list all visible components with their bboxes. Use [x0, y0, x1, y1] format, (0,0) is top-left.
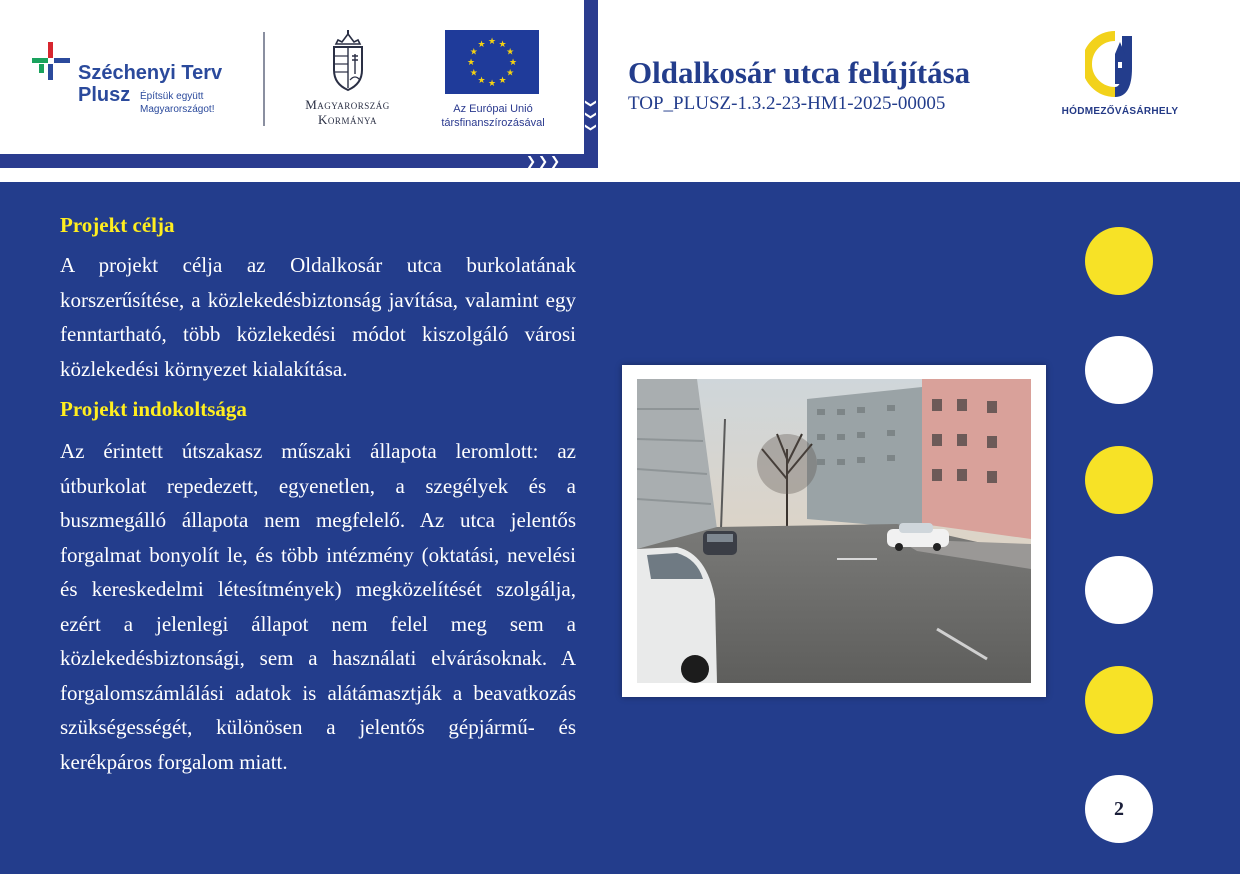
- section-heading-goal: Projekt célja: [60, 213, 175, 237]
- chevron-right-icon: ❯: [526, 154, 537, 168]
- chevron-right-icon: ❯: [538, 154, 549, 168]
- szechenyi-title: Széchenyi Terv: [78, 62, 223, 84]
- szechenyi-cross-icon: [30, 40, 76, 86]
- street-photo-frame: [622, 365, 1046, 697]
- eu-star-icon: ★: [469, 46, 478, 57]
- slogan-line: Magyarországot!: [140, 104, 215, 115]
- section-heading-justification: Projekt indokoltsága: [60, 397, 247, 421]
- eu-star-icon: ★: [506, 46, 515, 57]
- decorative-white-dot: [1085, 336, 1153, 404]
- eu-star-icon: ★: [487, 78, 497, 88]
- coat-of-arms-icon: [328, 30, 368, 92]
- decorative-white-dot: [1085, 556, 1153, 624]
- eu-star-icon: ★: [477, 75, 486, 86]
- content-column: [60, 208, 576, 779]
- decorative-yellow-dot: [1085, 446, 1153, 514]
- decorative-yellow-dot: [1085, 227, 1153, 295]
- eu-text: [428, 102, 558, 130]
- szechenyi-slogan: [140, 90, 214, 116]
- eu-star-icon: ★: [498, 75, 507, 86]
- logo-divider: [263, 32, 265, 126]
- logo-strip: [0, 0, 600, 172]
- eu-star-icon: ★: [487, 36, 497, 46]
- city-emblem-icon: [1085, 28, 1155, 100]
- street-photo-image: [637, 379, 1031, 683]
- section-text-justification: Az érintett útszakasz műszaki állapota leromlott: az útburkolat repedezett, egyenetlen, a szegélyek és a buszmegálló állapota nem megfelelő. Az utca jelentős forgalmat bonyolít le, és több intézmény (oktatási, nevelési és kereskedelmi létesítmények) megközelítését szolgálja, ezért a jelenlegi állapot nem felel meg sem a közlekedésbiztonsági, sem a használati elvárásoknak. A forgalomszámlálási adatok is alátámasztják a beavatkozás szükségességét, különösen a jelentős gépjármű- és kerékpáros forgalom miatt.: [60, 439, 576, 774]
- chevron-down-icon: ❯: [584, 122, 598, 133]
- government-line: Magyarország: [305, 97, 390, 112]
- szechenyi-plusz: Plusz: [78, 84, 131, 106]
- eu-cofinancing-logo: [428, 30, 558, 130]
- title-block: [628, 55, 970, 115]
- strip-border-right: [584, 0, 598, 168]
- chevron-right-icon: ❯: [550, 154, 561, 168]
- project-code: TOP_PLUSZ-1.3.2-23-HM1-2025-00005: [628, 93, 946, 114]
- chevron-down-icon: ❯: [584, 98, 598, 109]
- government-text: [290, 97, 405, 127]
- slogan-line: Építsük együtt: [140, 91, 204, 102]
- chevron-down-icon: ❯: [584, 110, 598, 121]
- eu-line: Az Európai Unió: [453, 103, 533, 115]
- strip-border-bottom: [0, 154, 598, 168]
- szechenyi-terv-logo: [30, 40, 245, 120]
- eu-star-icon: ★: [508, 57, 518, 67]
- hodmezovasarhely-logo: [1055, 28, 1185, 123]
- header: [0, 0, 1240, 182]
- eu-star-icon: ★: [466, 57, 476, 67]
- decorative-yellow-dot: [1085, 666, 1153, 734]
- city-name: HÓDMEZŐVÁSÁRHELY: [1061, 106, 1179, 117]
- page-title: Oldalkosár utca felújítása: [628, 55, 971, 90]
- hungarian-government-logo: [290, 30, 405, 130]
- page-number: 2: [1085, 775, 1153, 843]
- eu-star-icon: ★: [498, 38, 507, 49]
- eu-star-icon: ★: [469, 67, 478, 78]
- eu-flag-icon: [445, 30, 539, 94]
- section-text-goal: A projekt célja az Oldalkosár utca burkolatának korszerűsítése, a közlekedésbiztonság javítása, valamint egy fenntartható, több közlekedési módot kiszolgáló városi közlekedési környezet kialakítása.: [60, 253, 576, 381]
- eu-star-icon: ★: [477, 38, 486, 49]
- eu-line: társfinanszírozásával: [441, 117, 545, 129]
- eu-star-icon: ★: [506, 67, 515, 78]
- government-line: Kormánya: [318, 112, 377, 127]
- street-photo: [637, 379, 1031, 683]
